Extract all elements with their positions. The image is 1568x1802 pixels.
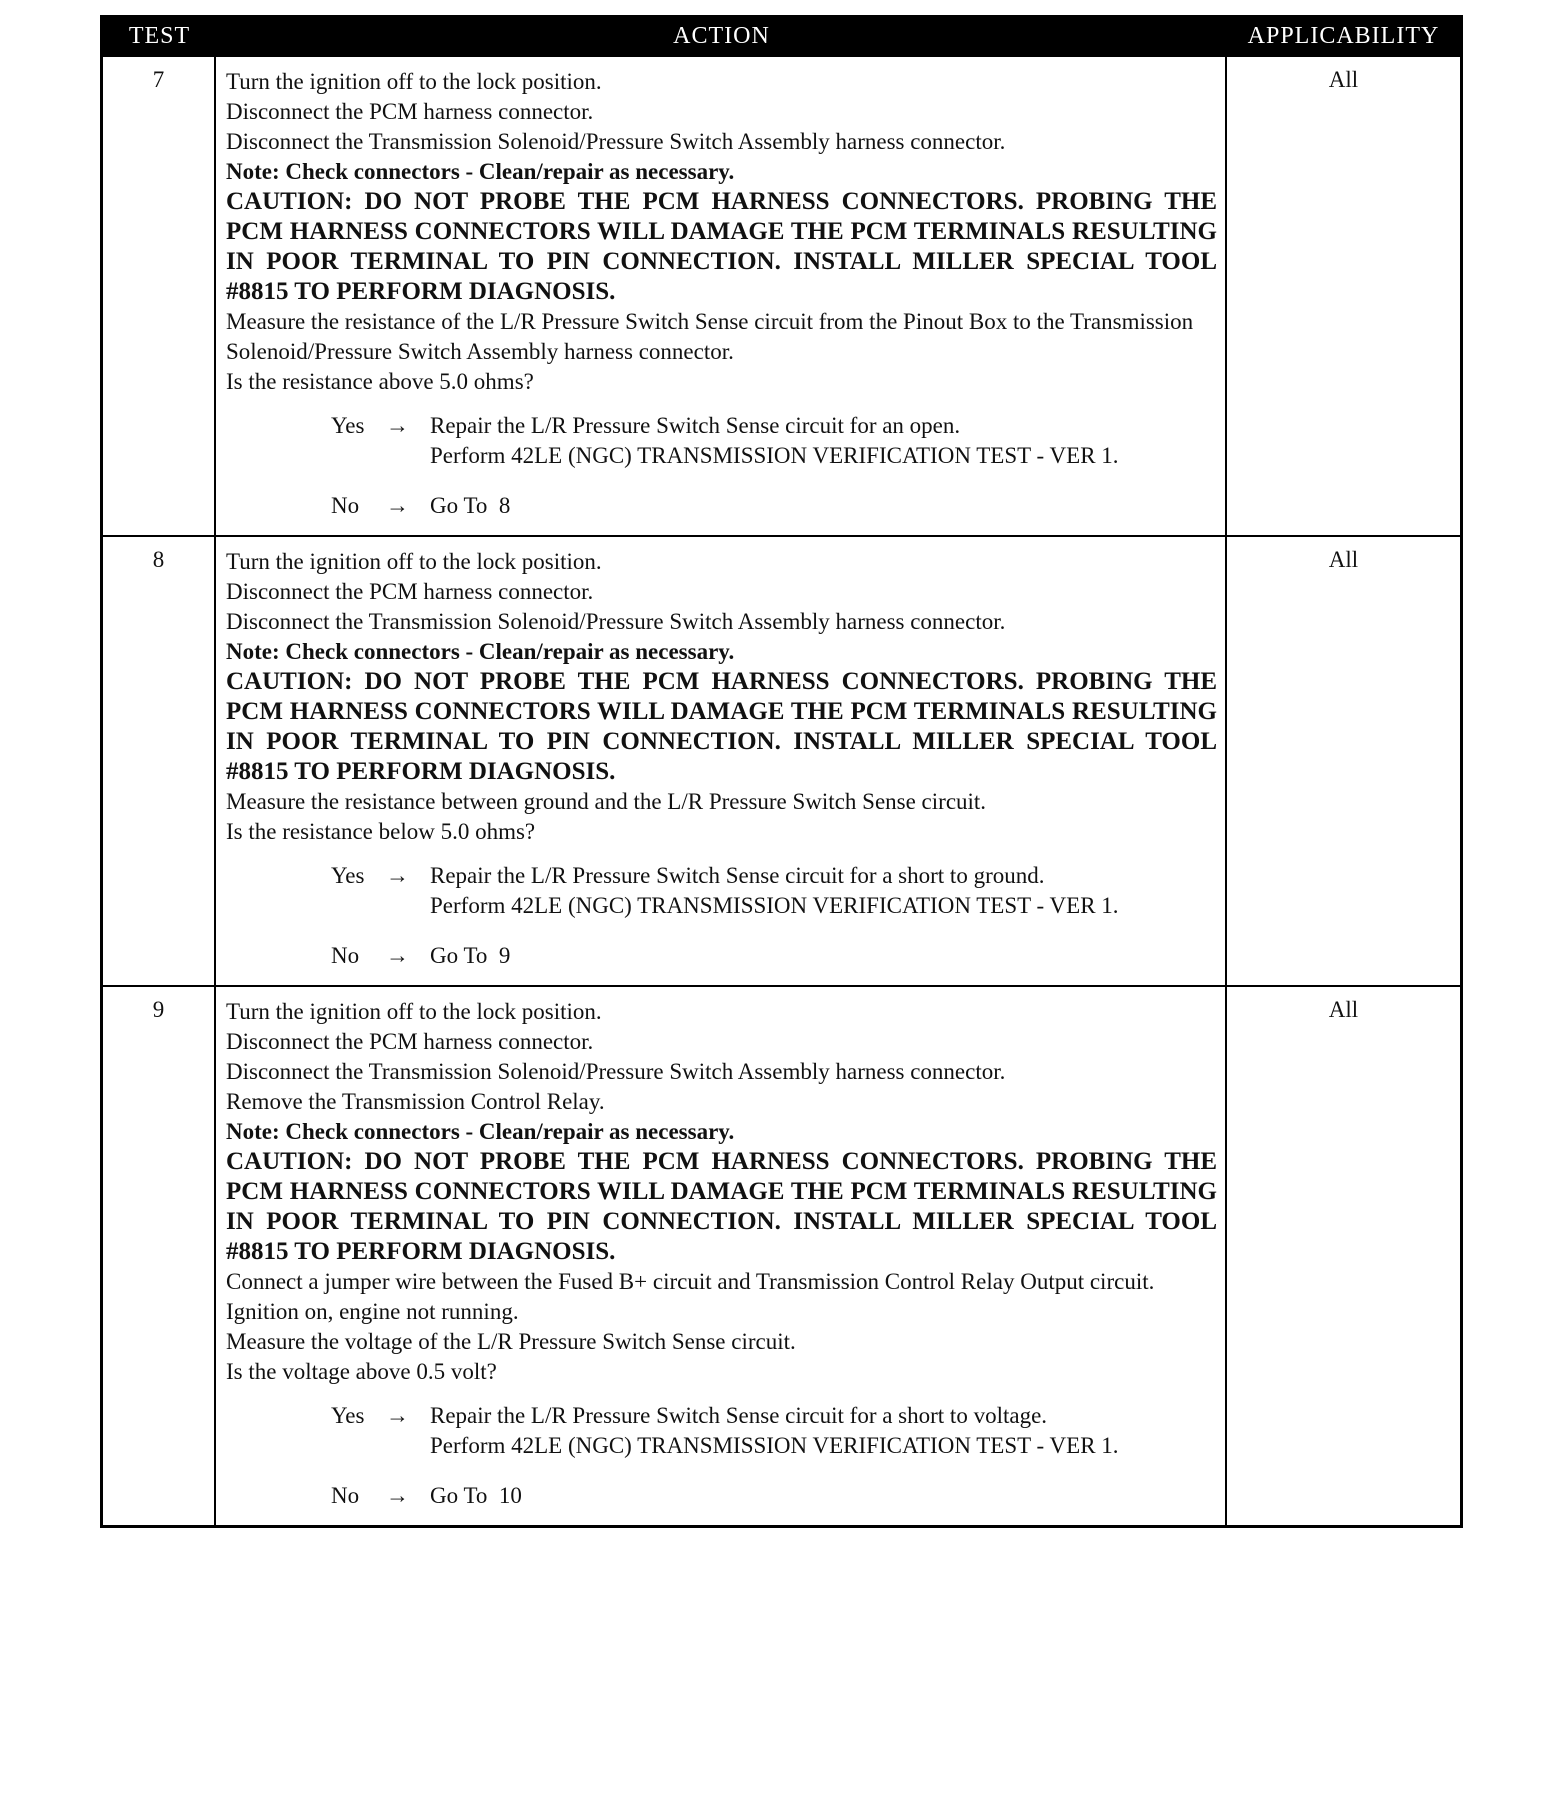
- no-label: No: [331, 943, 360, 968]
- measure-step: Connect a jumper wire between the Fused B+ circuit and Transmission Control Relay Output circuit.: [226, 1269, 1155, 1294]
- measure-step: Is the resistance above 5.0 ohms?: [226, 369, 534, 394]
- yes-outcome: [226, 1401, 1217, 1461]
- no-label: No: [331, 1483, 360, 1508]
- no-label: No: [331, 493, 360, 518]
- no-text: Go To 10: [430, 1483, 522, 1508]
- yes-text: [430, 1401, 1217, 1461]
- measure-step: Is the resistance below 5.0 ohms?: [226, 819, 536, 844]
- test-number: 8: [103, 537, 216, 985]
- action-step: Disconnect the Transmission Solenoid/Pressure Switch Assembly harness connector.: [226, 1059, 1006, 1084]
- applicability-value: All: [1328, 547, 1359, 572]
- yes-label: Yes: [331, 863, 365, 888]
- arrow-icon: →: [386, 863, 409, 888]
- table-row: [103, 985, 1460, 1525]
- table-row: [103, 57, 1460, 535]
- arrow-icon: →: [386, 493, 409, 518]
- yes-text-line: Repair the L/R Pressure Switch Sense circuit for a short to voltage.: [430, 1403, 1048, 1428]
- measure-step: Ignition on, engine not running.: [226, 1299, 519, 1324]
- note-text: Note: Check connectors - Clean/repair as necessary.: [226, 639, 735, 664]
- note-text: Note: Check connectors - Clean/repair as necessary.: [226, 1119, 735, 1144]
- caution-text: CAUTION: DO NOT PROBE THE PCM HARNESS CONNECTORS. PROBING THE PCM HARNESS CONNECTORS WILL DAMAGE THE PCM TERMINALS RESULTING IN POOR TERMINAL TO PIN CONNECTION. INSTALL MILLER SPECIAL TOOL #8815 TO PERFORM DIAGNOSIS.: [226, 668, 1217, 785]
- applicability-value: All: [1328, 997, 1359, 1022]
- yes-text: [430, 861, 1217, 921]
- yes-text-line: Repair the L/R Pressure Switch Sense circuit for a short to ground.: [430, 863, 1045, 888]
- action-step: Disconnect the Transmission Solenoid/Pressure Switch Assembly harness connector.: [226, 129, 1006, 154]
- table-header: [103, 15, 1460, 57]
- action-step: Remove the Transmission Control Relay.: [226, 1089, 605, 1114]
- yes-text-line: Repair the L/R Pressure Switch Sense circuit for an open.: [430, 413, 961, 438]
- arrow-icon: →: [386, 413, 409, 438]
- yes-label: Yes: [331, 1403, 365, 1428]
- header-action: ACTION: [673, 23, 770, 49]
- no-outcome: [226, 491, 1217, 521]
- action-step: Turn the ignition off to the lock position.: [226, 69, 602, 94]
- no-text: Go To 9: [430, 943, 511, 968]
- action-cell: [216, 537, 1227, 985]
- arrow-icon: →: [386, 943, 409, 968]
- no-text: Go To 8: [430, 493, 511, 518]
- test-number: 9: [103, 987, 216, 1525]
- action-step: Disconnect the PCM harness connector.: [226, 579, 594, 604]
- caution-text: CAUTION: DO NOT PROBE THE PCM HARNESS CONNECTORS. PROBING THE PCM HARNESS CONNECTORS WILL DAMAGE THE PCM TERMINALS RESULTING IN POOR TERMINAL TO PIN CONNECTION. INSTALL MILLER SPECIAL TOOL #8815 TO PERFORM DIAGNOSIS.: [226, 1148, 1217, 1265]
- test-number: 7: [103, 57, 216, 535]
- action-step: Disconnect the Transmission Solenoid/Pressure Switch Assembly harness connector.: [226, 609, 1006, 634]
- caution-text: CAUTION: DO NOT PROBE THE PCM HARNESS CONNECTORS. PROBING THE PCM HARNESS CONNECTORS WILL DAMAGE THE PCM TERMINALS RESULTING IN POOR TERMINAL TO PIN CONNECTION. INSTALL MILLER SPECIAL TOOL #8815 TO PERFORM DIAGNOSIS.: [226, 188, 1217, 305]
- action-step: Turn the ignition off to the lock position.: [226, 999, 602, 1024]
- note-text: Note: Check connectors - Clean/repair as necessary.: [226, 159, 735, 184]
- action-step: Disconnect the PCM harness connector.: [226, 99, 594, 124]
- yes-text-line: Perform 42LE (NGC) TRANSMISSION VERIFICATION TEST - VER 1.: [430, 443, 1119, 468]
- yes-text-line: Perform 42LE (NGC) TRANSMISSION VERIFICATION TEST - VER 1.: [430, 1433, 1119, 1458]
- yes-text: [430, 411, 1217, 471]
- table-row: [103, 535, 1460, 985]
- yes-outcome: [226, 411, 1217, 471]
- yes-text-line: Perform 42LE (NGC) TRANSMISSION VERIFICATION TEST - VER 1.: [430, 893, 1119, 918]
- measure-step: Measure the voltage of the L/R Pressure Switch Sense circuit.: [226, 1329, 796, 1354]
- action-cell: [216, 987, 1227, 1525]
- applicability-value: All: [1328, 67, 1359, 92]
- yes-outcome: [226, 861, 1217, 921]
- action-step: Disconnect the PCM harness connector.: [226, 1029, 594, 1054]
- measure-step: Is the voltage above 0.5 volt?: [226, 1359, 497, 1384]
- table-body: [103, 57, 1460, 1525]
- diagnostic-test-table: [100, 15, 1463, 1528]
- header-test: TEST: [128, 23, 191, 49]
- no-outcome: [226, 1481, 1217, 1511]
- header-applicability: APPLICABILITY: [1247, 23, 1440, 49]
- yes-label: Yes: [331, 413, 365, 438]
- arrow-icon: →: [386, 1403, 409, 1428]
- action-step: Turn the ignition off to the lock position.: [226, 549, 602, 574]
- arrow-icon: →: [386, 1483, 409, 1508]
- no-outcome: [226, 941, 1217, 971]
- measure-step: Measure the resistance of the L/R Pressure Switch Sense circuit from the Pinout Box to the Transmission Solenoid/Pressure Switch Assembly harness connector.: [226, 309, 1194, 364]
- measure-step: Measure the resistance between ground and the L/R Pressure Switch Sense circuit.: [226, 789, 987, 814]
- action-cell: [216, 57, 1227, 535]
